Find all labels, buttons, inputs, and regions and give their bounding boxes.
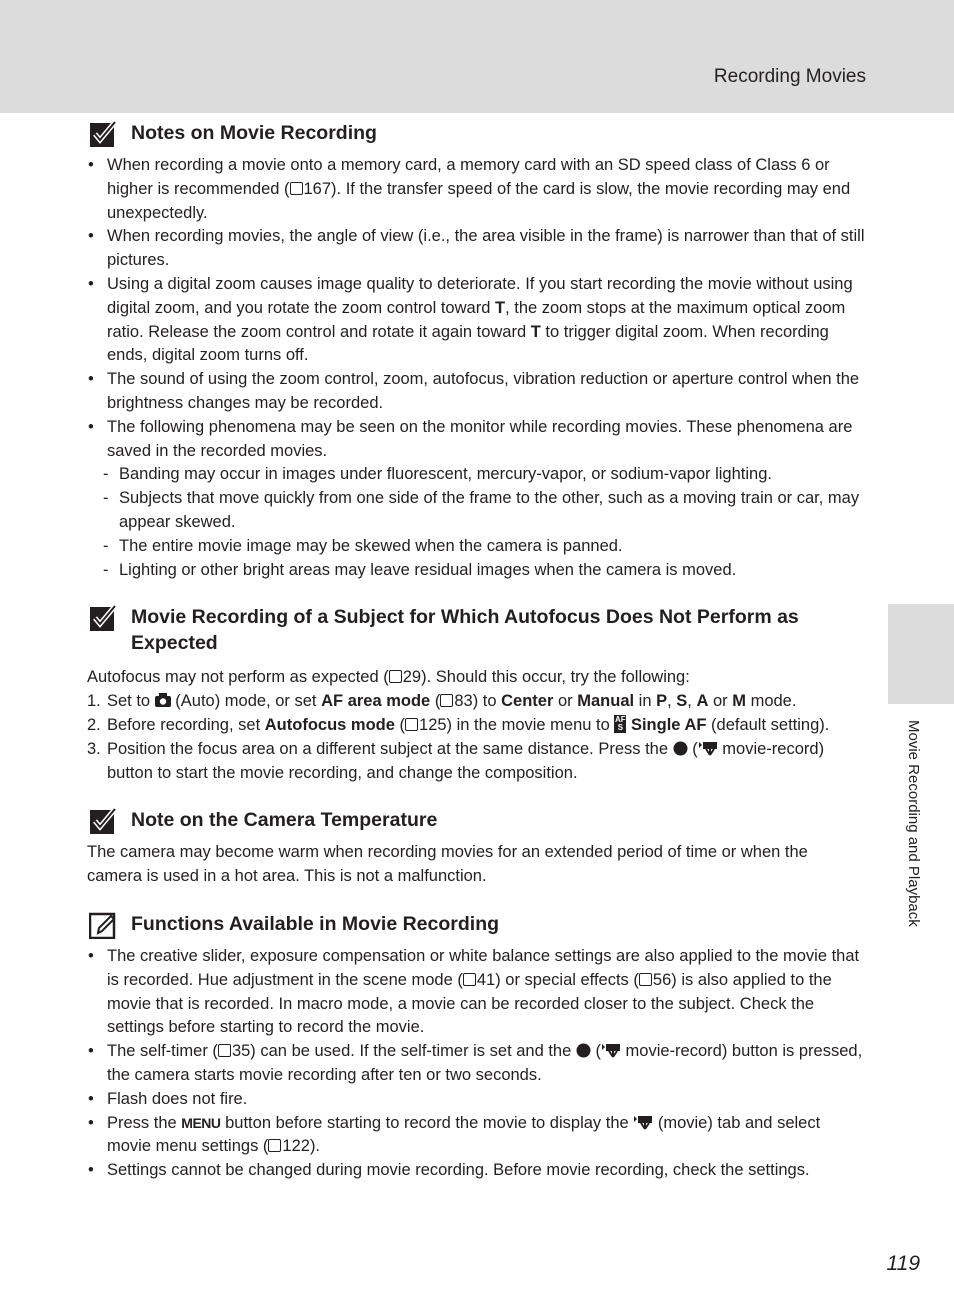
reference-book-icon: [268, 1139, 281, 1152]
movie-camera-icon: [633, 1115, 653, 1130]
menu-button-glyph: MENU: [181, 1114, 221, 1131]
sub-list-item: - Banding may occur in images under fluorescent, mercury-vapor, or sodium-vapor lighting.: [103, 465, 772, 484]
mode-a-glyph: A: [696, 692, 709, 711]
list-item: • Using a digital zoom causes image quality to deteriorate. If you start recording the movie without using digital zoom, and you rotate the zoom control toward T, the zoom stops at the maximum optical zoom ratio. Release the zoom control and rotate it again toward T to trigger digital zoom. When recording ends, digital zoom turns off.: [88, 274, 853, 365]
record-dot-icon: [673, 741, 688, 756]
single-af-icon: AFS: [615, 714, 626, 732]
list-item: • Settings cannot be changed during movie recording. Before movie recording, check the settings.: [88, 1161, 810, 1180]
list-item: • When recording a movie onto a memory card, a memory card with an SD speed class of Class 6 or higher is recommended ( 167). If the transfer speed of the card is slow, the movie recording may end unexpectedly.: [88, 156, 851, 222]
camera-icon: [155, 693, 171, 707]
step-item: 1. Set to (Auto) mode, or set AF area mode ( 83) to Center or Manual in P, S, A or M mode.: [87, 692, 797, 711]
movie-camera-icon: [698, 741, 718, 756]
list-item: • Press the MENU button before starting to record the movie to display the (movie) tab and select movie menu settings ( 122).: [88, 1113, 821, 1156]
section-camera-temperature: [87, 807, 865, 889]
side-tab-label: Movie Recording and Playback: [905, 720, 922, 927]
pencil-icon: [89, 911, 117, 939]
reference-book-icon: [290, 182, 303, 195]
check-mark-icon: [89, 807, 117, 835]
section-title: Functions Available in Movie Recording: [131, 912, 500, 935]
page-content: [87, 120, 865, 1205]
section-body: The camera may become warm when recording movies for an extended period of time or when the camera is used in a hot area. This is not a malfunction.: [87, 843, 808, 886]
sub-list-item: - Lighting or other bright areas may leave residual images when the camera is moved.: [103, 560, 737, 579]
reference-book-icon: [218, 1044, 231, 1057]
section-autofocus: [87, 604, 865, 785]
section-notes-on-movie-recording: [87, 120, 865, 582]
mode-p-glyph: P: [656, 692, 668, 711]
tele-t-glyph: T: [494, 298, 506, 317]
header-band: [0, 0, 954, 113]
list-item: • Flash does not fire.: [88, 1089, 248, 1108]
list-item: • The following phenomena may be seen on the monitor while recording movies. These phenomena are saved in the recorded movies.: [88, 417, 853, 460]
check-mark-icon: [89, 120, 117, 148]
section-heading: [87, 911, 865, 937]
mode-m-glyph: M: [732, 692, 746, 711]
section-heading: [87, 120, 865, 146]
section-functions-available: [87, 911, 865, 1183]
section-title: Notes on Movie Recording: [131, 122, 377, 144]
movie-camera-icon: [601, 1043, 621, 1058]
side-tab-marker: [888, 604, 954, 704]
reference-book-icon: [389, 670, 402, 683]
section-title: Note on the Camera Temperature: [131, 809, 438, 832]
sub-list-item: - The entire movie image may be skewed when the camera is panned.: [103, 536, 623, 555]
reference-book-icon: [463, 973, 476, 986]
list-item: • The self-timer ( 35) can be used. If the self-timer is set and the ( movie-record) button is pressed, the camera starts movie recording after ten or two seconds.: [88, 1042, 863, 1084]
list-item: • The creative slider, exposure compensation or white balance settings are also applied to the movie that is recorded. Hue adjustment in the scene mode ( 41) or special effects ( 56) is also applied to the movie that is recorded. In macro mode, a movie can be recorded closer to the subject. Check the settings before starting to record the movie.: [88, 946, 860, 1037]
page-header-title: Recording Movies: [713, 66, 866, 87]
reference-book-icon: [639, 973, 652, 986]
page-number: 119: [886, 1252, 920, 1275]
tele-t-glyph: T: [530, 322, 541, 341]
section-title: Movie Recording of a Subject for Which Autofocus Does Not Perform as Expected: [131, 606, 799, 655]
list-item: • The sound of using the zoom control, zoom, autofocus, vibration reduction or aperture control when the brightness changes may be recorded.: [88, 370, 860, 412]
section-heading: [87, 807, 865, 833]
step-item: 3. Position the focus area on a different subject at the same distance. Press the ( movie-record) button to start the movie recording, and change the composition.: [87, 739, 825, 782]
record-dot-icon: [576, 1043, 591, 1058]
list-item: • When recording movies, the angle of view (i.e., the area visible in the frame) is narrower than that of still pictures.: [88, 227, 865, 270]
section-heading: [87, 604, 865, 656]
check-mark-icon: [89, 604, 117, 632]
sub-list-item: - Subjects that move quickly from one side of the frame to the other, such as a moving train or car, may appear skewed.: [103, 489, 860, 531]
mode-s-glyph: S: [676, 692, 688, 711]
reference-book-icon: [405, 718, 418, 731]
section-intro: Autofocus may not perform as expected ( 29). Should this occur, try the following:: [87, 668, 690, 687]
reference-book-icon: [440, 694, 453, 707]
step-item: 2. Before recording, set Autofocus mode ( 125) in the movie menu to AFS Single AF (default setting).: [87, 714, 830, 734]
